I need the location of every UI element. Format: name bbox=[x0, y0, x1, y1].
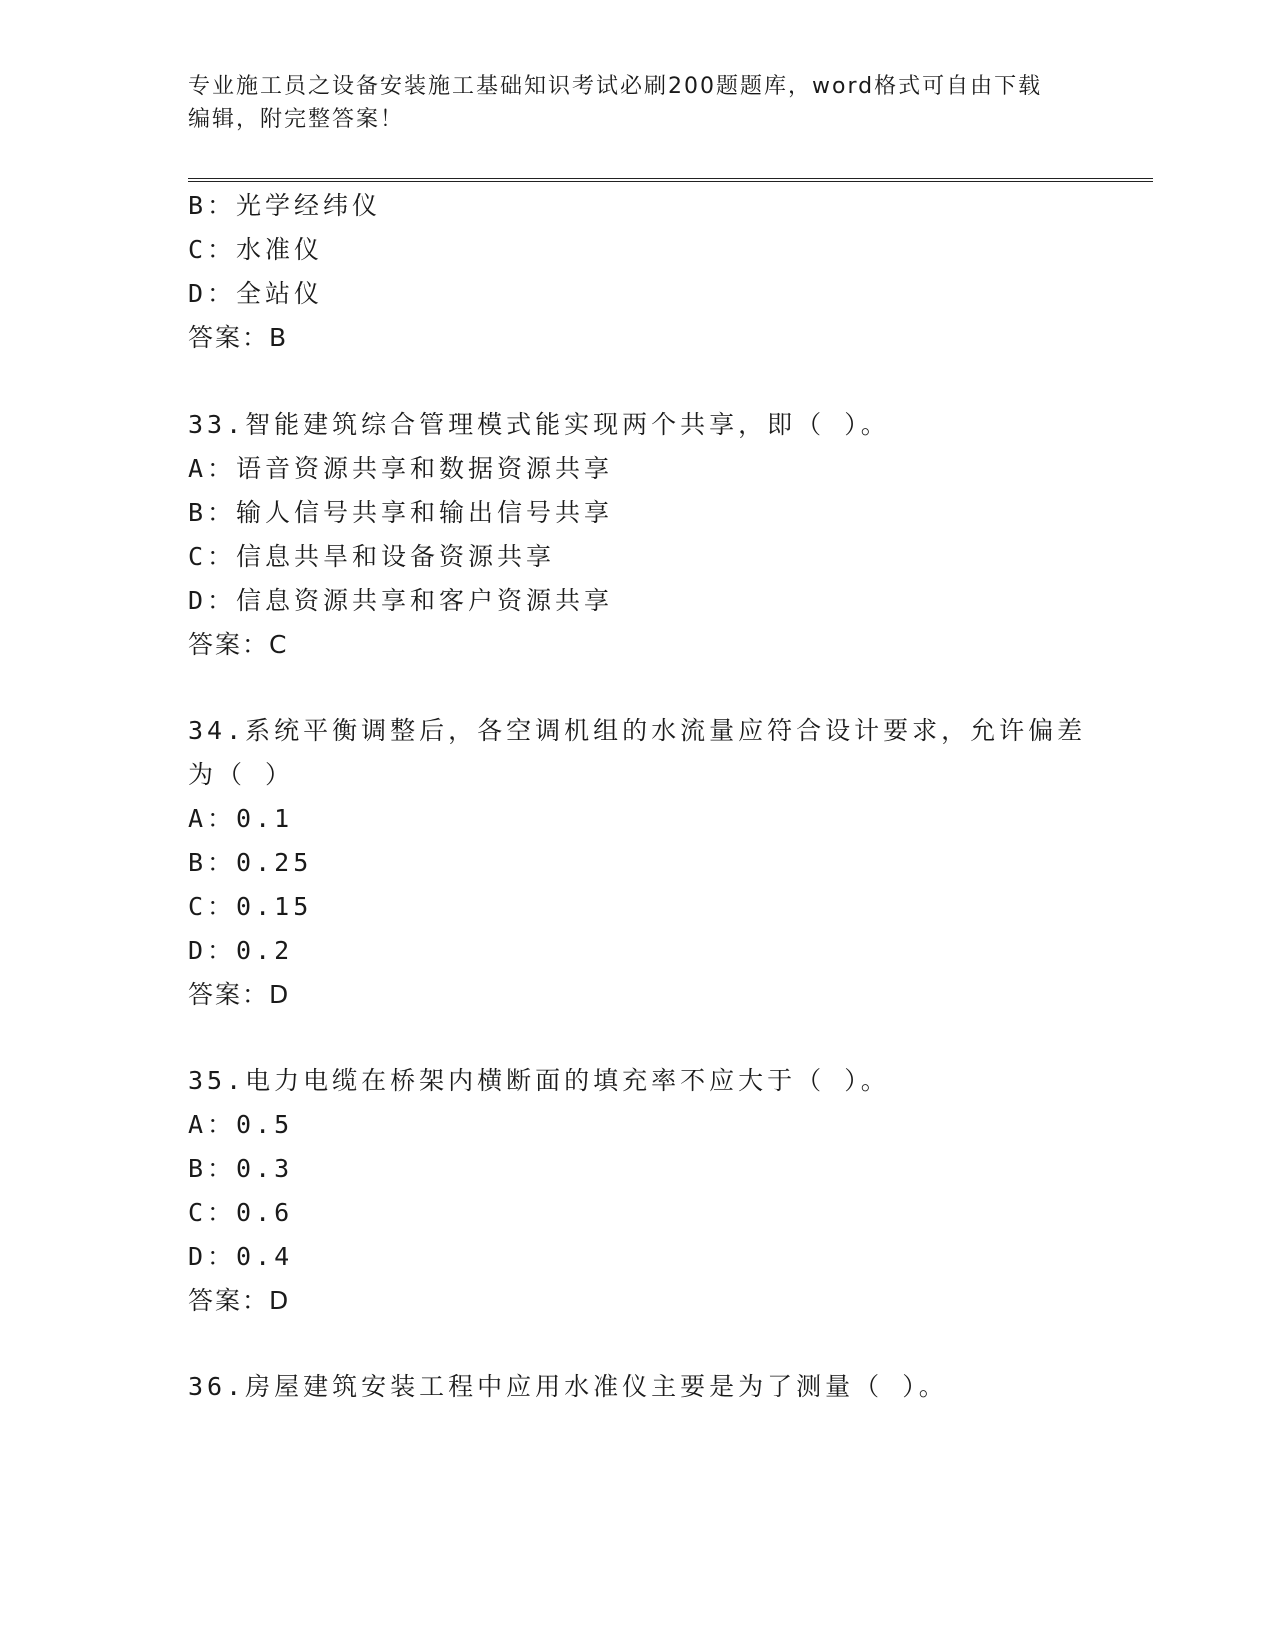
question-34-continued: 为（ ） bbox=[188, 760, 295, 789]
question-36: 36.房屋建筑安装工程中应用水准仪主要是为了测量（ ）。 bbox=[188, 1372, 948, 1401]
option-d: D：全站仪 bbox=[188, 279, 324, 308]
document-header bbox=[188, 70, 1068, 136]
question-35: 35.电力电缆在桥架内横断面的填充率不应大于（ ）。 bbox=[188, 1066, 890, 1095]
question-34: 34.系统平衡调整后，各空调机组的水流量应符合设计要求，允许偏差 bbox=[188, 716, 1087, 745]
answer: 答案：D bbox=[188, 980, 291, 1009]
option-d: D：0.2 bbox=[188, 936, 294, 965]
header-title-line-1: 专业施工员之设备安装施工基础知识考试必刷200题题库，word格式可自由下载 bbox=[188, 74, 1043, 99]
option-a: A：0.5 bbox=[188, 1110, 294, 1139]
option-c: C：0.15 bbox=[188, 892, 313, 921]
question-33: 33.智能建筑综合管理模式能实现两个共享，即（ ）。 bbox=[188, 410, 890, 439]
option-a: A：语音资源共享和数据资源共享 bbox=[188, 454, 614, 483]
header-title-line-2: 编辑，附完整答案！ bbox=[188, 107, 405, 132]
option-b: B：输人信号共享和输出信号共享 bbox=[188, 498, 614, 527]
answer: 答案：D bbox=[188, 1286, 291, 1315]
answer: 答案：C bbox=[188, 630, 289, 659]
option-d: D：0.4 bbox=[188, 1242, 294, 1271]
option-b: B：0.25 bbox=[188, 848, 313, 877]
header-divider bbox=[188, 178, 1153, 182]
option-b: B：光学经纬仪 bbox=[188, 191, 382, 220]
option-a: A：0.1 bbox=[188, 804, 294, 833]
option-b: B：0.3 bbox=[188, 1154, 294, 1183]
option-c: C：0.6 bbox=[188, 1198, 294, 1227]
answer: 答案：B bbox=[188, 323, 289, 352]
option-c: C：信息共旱和设备资源共享 bbox=[188, 542, 556, 571]
option-d: D：信息资源共享和客户资源共享 bbox=[188, 586, 614, 615]
option-c: C：水准仪 bbox=[188, 235, 324, 264]
